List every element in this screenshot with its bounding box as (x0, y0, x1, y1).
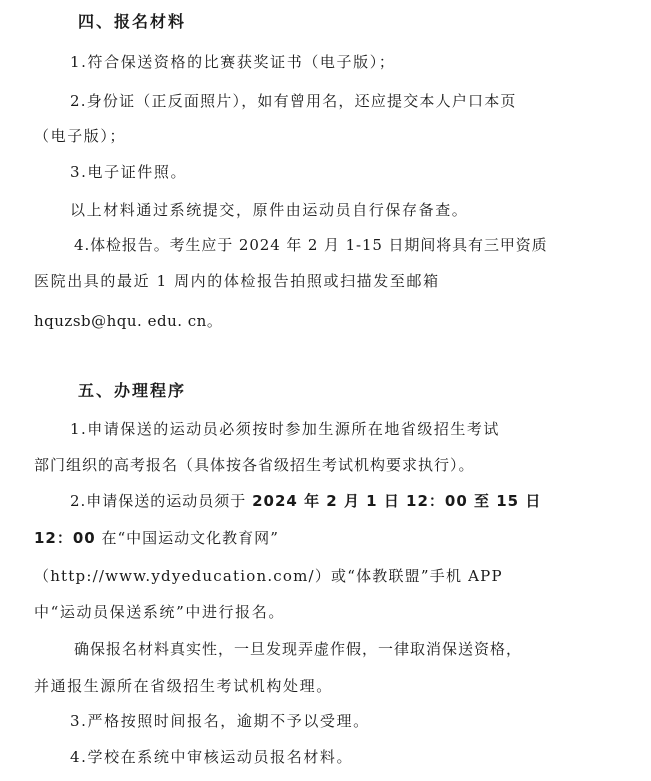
section-5-item-2-line-3: （http://www.ydyeducation.com/）或“体教联盟”手机 APP (34, 567, 503, 585)
section-4-note: 以上材料通过系统提交，原件由运动员自行保存备查。 (70, 201, 469, 219)
section-5-item-3: 3.严格按照时间报名，逾期不予以受理。 (70, 712, 370, 730)
section-4-item-2-line-2: （电子版）； (34, 127, 127, 145)
section-4-item-2-line-1: 2.身份证（正反面照片），如有曾用名，还应提交本人户口本页 (70, 92, 517, 110)
section-5-heading: 五、办理程序 (78, 381, 187, 400)
section-4-item-3: 3.电子证件照。 (70, 163, 188, 181)
section-5-item-4: 4.学校在系统中审核运动员报名材料。 (70, 748, 354, 766)
section-4-heading: 四、报名材料 (78, 12, 187, 31)
section-4-item-4-line-2: 医院出具的最近 1 周内的体检报告拍照或扫描发至邮箱 (34, 272, 440, 290)
section-5-note-line-1: 确保报名材料真实性，一旦发现弄虚作假，一律取消保送资格， (74, 640, 523, 658)
section-5-item-1-line-2: 部门组织的高考报名（具体按各省级招生考试机构要求执行）。 (34, 456, 475, 474)
section-5-item-2-date-end: 12：00 (34, 529, 96, 547)
section-5-item-1-line-1: 1.申请保送的运动员必须按时参加生源所在地省级招生考试 (70, 420, 500, 438)
section-5-item-2-line-1 (70, 491, 541, 511)
section-5-item-2-prefix: 2.申请保送的运动员须于 (70, 492, 253, 510)
section-4-item-4-line-1: 4.体检报告。考生应于 2024 年 2 月 1-15 日期间将具有三甲资质 (74, 236, 548, 254)
section-5-item-2-date-start: 2024 年 2 月 1 日 12：00 至 15 日 (252, 492, 542, 510)
section-5-item-2-line-2 (34, 528, 279, 548)
section-4-item-4-line-3: hquzsb@hqu. edu. cn。 (34, 312, 223, 330)
section-4-item-1: 1.符合保送资格的比赛获奖证书（电子版）； (70, 53, 396, 71)
section-5-item-2-line-4: 中“运动员保送系统”中进行报名。 (34, 603, 285, 621)
section-5-item-2-site: 在“中国运动文化教育网” (95, 529, 279, 547)
section-5-note-line-2: 并通报生源所在省级招生考试机构处理。 (34, 677, 333, 695)
